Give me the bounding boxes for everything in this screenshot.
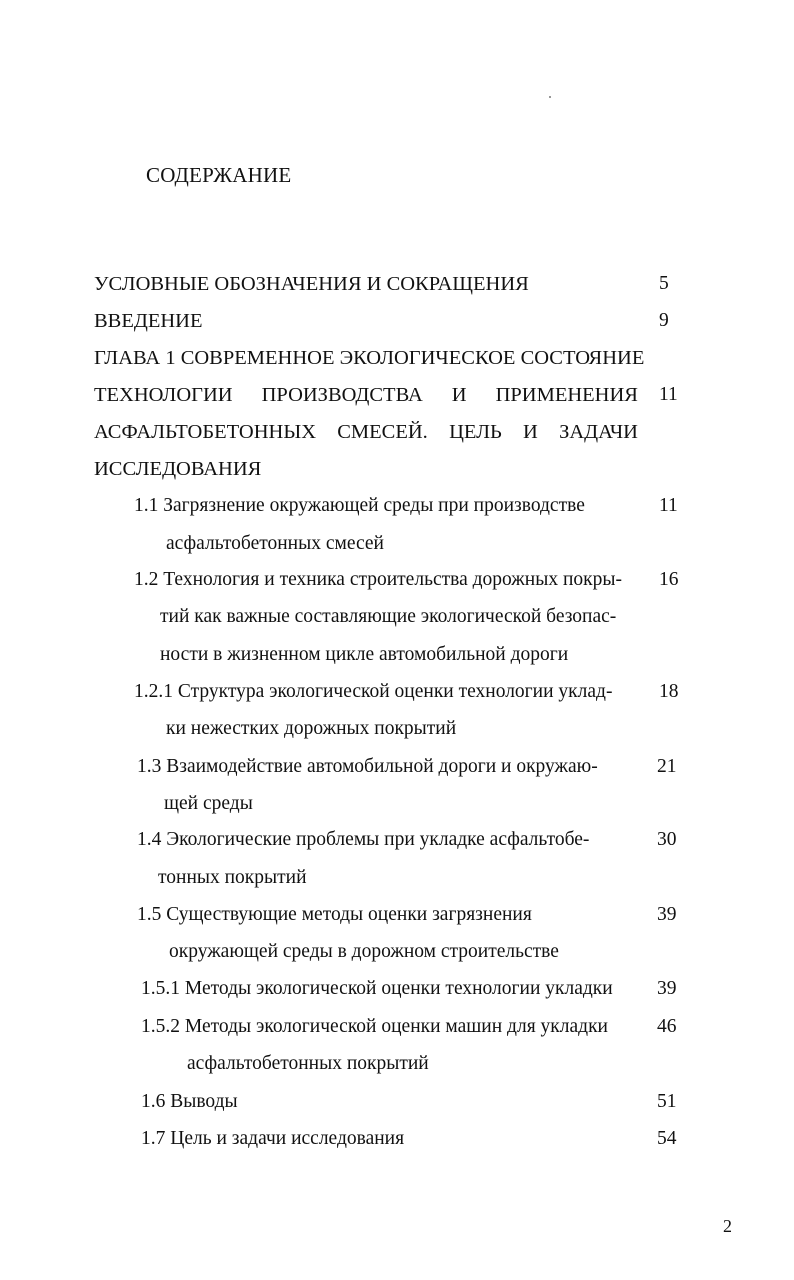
toc-entry-title-cont: щей среды bbox=[164, 793, 253, 814]
toc-entry-title-cont: асфальтобетонных покрытий bbox=[187, 1053, 429, 1074]
scan-speck bbox=[549, 96, 551, 98]
toc-word: ЦЕЛЬ bbox=[449, 421, 502, 443]
toc-entry-page: 16 bbox=[659, 569, 679, 590]
toc-word: ПРИМЕНЕНИЯ bbox=[495, 384, 638, 406]
toc-entry-title-justified bbox=[94, 420, 638, 444]
toc-entry-title: ИССЛЕДОВАНИЯ bbox=[94, 458, 262, 480]
toc-entry-page: 46 bbox=[657, 1016, 677, 1037]
toc-entry-title: 1.2 Технология и техника строительства дорожных покры- bbox=[134, 569, 622, 590]
toc-entry-title: УСЛОВНЫЕ ОБОЗНАЧЕНИЯ И СОКРАЩЕНИЯ bbox=[94, 273, 529, 295]
toc-word: ЗАДАЧИ bbox=[559, 421, 638, 443]
toc-word: АСФАЛЬТОБЕТОННЫХ bbox=[94, 421, 316, 443]
toc-entry-page: 5 bbox=[659, 273, 669, 294]
toc-entry-title-cont: ки нежестких дорожных покрытий bbox=[166, 718, 457, 739]
toc-entry-title: 1.3 Взаимодействие автомобильной дороги и окружаю- bbox=[137, 756, 598, 777]
toc-word: И bbox=[523, 421, 538, 443]
toc-heading: СОДЕРЖАНИЕ bbox=[146, 163, 292, 187]
toc-word: И bbox=[451, 384, 467, 406]
toc-entry-title: 1.7 Цель и задачи исследования bbox=[141, 1128, 405, 1149]
toc-entry-page: 39 bbox=[657, 978, 677, 999]
toc-entry-title: 1.5.1 Методы экологической оценки технологии укладки bbox=[141, 978, 613, 999]
toc-entry-page: 11 bbox=[659, 384, 678, 405]
toc-entry-title: 1.5.2 Методы экологической оценки машин для укладки bbox=[141, 1016, 608, 1037]
toc-entry-title-cont: тонных покрытий bbox=[158, 867, 307, 888]
toc-word: ПРОИЗВОДСТВА bbox=[261, 384, 423, 406]
toc-entry-title: ВВЕДЕНИЕ bbox=[94, 310, 203, 332]
toc-entry-title: 1.5 Существующие методы оценки загрязнения bbox=[137, 904, 532, 925]
toc-entry-title: 1.6 Выводы bbox=[141, 1091, 238, 1112]
toc-entry-title-cont: ности в жизненном цикле автомобильной дороги bbox=[160, 644, 569, 665]
toc-entry-page: 9 bbox=[659, 310, 669, 331]
toc-entry-title: 1.1 Загрязнение окружающей среды при производстве bbox=[134, 495, 585, 516]
toc-entry-page: 30 bbox=[657, 829, 677, 850]
toc-entry-title-justified bbox=[94, 383, 638, 407]
toc-entry-title-cont: тий как важные составляющие экологической безопас- bbox=[160, 606, 617, 627]
toc-entry-page: 11 bbox=[659, 495, 678, 516]
toc-entry-title-cont: асфальтобетонных смесей bbox=[166, 533, 384, 554]
toc-entry-page: 54 bbox=[657, 1128, 677, 1149]
toc-entry-title-cont: окружающей среды в дорожном строительстве bbox=[169, 941, 559, 962]
page-number: 2 bbox=[723, 1216, 732, 1236]
toc-entry-page: 39 bbox=[657, 904, 677, 925]
toc-entry-title: ГЛАВА 1 СОВРЕМЕННОЕ ЭКОЛОГИЧЕСКОЕ СОСТОЯНИЕ bbox=[94, 347, 645, 369]
toc-entry-page: 21 bbox=[657, 756, 677, 777]
toc-entry-page: 18 bbox=[659, 681, 679, 702]
toc-entry-page: 51 bbox=[657, 1091, 677, 1112]
toc-entry-title: 1.4 Экологические проблемы при укладке асфальтобе- bbox=[137, 829, 590, 850]
toc-word: ТЕХНОЛОГИИ bbox=[94, 384, 233, 406]
toc-word: СМЕСЕЙ. bbox=[337, 421, 428, 443]
toc-entry-title: 1.2.1 Структура экологической оценки технологии уклад- bbox=[134, 681, 613, 702]
